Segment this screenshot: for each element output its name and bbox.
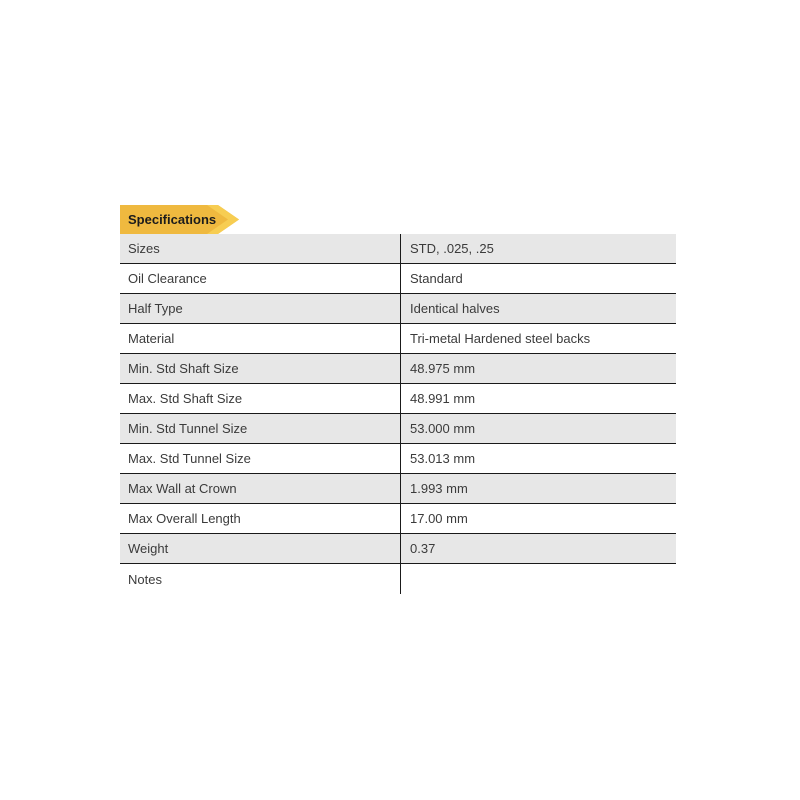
spec-value: 53.013 mm bbox=[400, 444, 676, 473]
spec-label: Min. Std Shaft Size bbox=[128, 361, 239, 376]
spec-value: 0.37 bbox=[400, 534, 676, 563]
spec-label: Half Type bbox=[128, 301, 183, 316]
spec-label: Oil Clearance bbox=[128, 271, 207, 286]
spec-label: Max. Std Shaft Size bbox=[128, 391, 243, 406]
spec-value: Standard bbox=[400, 264, 676, 293]
spec-value: 48.991 mm bbox=[400, 384, 676, 413]
table-row bbox=[120, 264, 676, 294]
spec-label: Max. Std Tunnel Size bbox=[128, 451, 251, 466]
table-row bbox=[120, 504, 676, 534]
spec-label: Weight bbox=[128, 541, 169, 556]
spec-table-body bbox=[120, 234, 676, 594]
spec-value: 48.975 mm bbox=[400, 354, 676, 383]
table-row bbox=[120, 444, 676, 474]
table-row bbox=[120, 474, 676, 504]
spec-value: 17.00 mm bbox=[400, 504, 676, 533]
spec-value: 53.000 mm bbox=[400, 414, 676, 443]
table-row bbox=[120, 354, 676, 384]
section-title: Specifications bbox=[128, 212, 217, 227]
spec-label: Material bbox=[128, 331, 175, 346]
spec-label: Max Wall at Crown bbox=[128, 481, 237, 496]
specifications-banner bbox=[120, 205, 242, 234]
table-row bbox=[120, 534, 676, 564]
spec-label: Notes bbox=[128, 571, 162, 587]
table-row bbox=[120, 384, 676, 414]
spec-value: Tri-metal Hardened steel backs bbox=[400, 324, 676, 353]
spec-label: Min. Std Tunnel Size bbox=[128, 421, 248, 436]
table-row bbox=[120, 294, 676, 324]
table-row bbox=[120, 564, 676, 594]
spec-value: Identical halves bbox=[400, 294, 676, 323]
specifications-section bbox=[120, 205, 676, 594]
spec-value: 1.993 mm bbox=[400, 474, 676, 503]
table-row bbox=[120, 234, 676, 264]
spec-value: STD, .025, .25 bbox=[400, 234, 676, 263]
spec-label: Sizes bbox=[128, 241, 160, 256]
table-row bbox=[120, 324, 676, 354]
spec-value bbox=[400, 564, 676, 594]
spec-label: Max Overall Length bbox=[128, 511, 241, 526]
table-row bbox=[120, 414, 676, 444]
